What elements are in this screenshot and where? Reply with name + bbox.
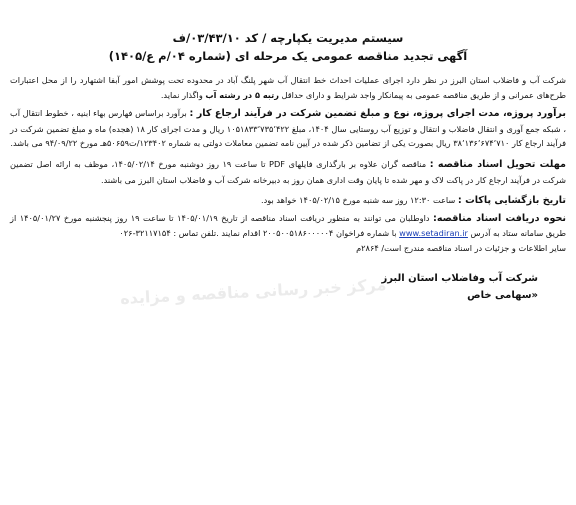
notice-title: آگهی تجدید مناقصه عمومی یک مرحله ای (شماره ۰۴/م ع/۱۴۰۵) (108, 49, 468, 63)
system-code-line: سیستم مدیریت یکپارچه / کد ۰۳/۴۳/۱۰/ف (172, 31, 404, 45)
opening-paragraph (4, 193, 572, 209)
estimate-text: برآورد براساس فهارس بهاء ابنیه ، خطوط انتقال آب ، شبکه جمع آوری و انتقال فاضلاب و انتقال و توزیع آب روستایی سال ۱۴۰۴، مبلغ ۱۰۵۱۸۳۳٬۷۳۵٬۴۲۲ ریال و مدت اجرای کار ۱۸ (هجده) ماه و مبلغ تضمین شرکت در فرآیند ارجاع کار ۳۸٬۱۳۶٬۶۷۴٬۷۱۰ ریال بصورت یکی از تضامین ذکر شده در آیین نامه تضمین معاملات دولتی به شماره ۱۲۳۴۰۲/ت۵۰۶۵۹هـ مورخ ۹۴/۰۹/۲۲ می باشد. (10, 108, 566, 149)
receive-heading: نحوه دریافت اسناد مناقصه: (433, 212, 566, 224)
estimate-heading: برآورد پروژه، مدت اجرای پروژه، نوع و مبلغ تضمین شرکت در فرآیند ارجاع کار : (189, 108, 567, 120)
company-name: شرکت آب وفاضلاب استان البرز (381, 272, 538, 284)
company-type: «سهامی خاص (467, 289, 538, 301)
receive-paragraph (4, 211, 572, 241)
watermark: مرکز خبر رسانی مناقصه و مزایده (119, 275, 387, 308)
opening-text: ساعت ۱۲:۳۰ روز سه شنبه مورخ ۱۴۰۵/۰۲/۱۵ خواهد بود. (261, 195, 456, 206)
deadline-heading: مهلت تحویل اسناد مناقصه : (429, 158, 566, 170)
intro-text-2: واگذار نماید. (160, 89, 203, 100)
other-info: سایر اطلاعات و جزئیات در اسناد مناقصه مندرج است/ ۲۸۶۴م (356, 242, 566, 253)
intro-text-1: شرکت آب و فاضلاب استان البرز در نظر دارد اجرای عملیات احداث خط انتقال آب شهر پلنگ آباد در محدوده تحت پوشش امور آبفا اشتهارد را از محل اعتبارات طرح‌های عمرانی و از طریق مناقصه عمومی به پیمانکار واجد شرایط و دارای حداقل (10, 75, 566, 100)
intro-paragraph (4, 73, 572, 102)
receive-text-2: با شماره فراخوان ۲۰۰۵۰۰۵۱۸۶۰۰۰۰۰۴ اقدام نمایند .تلفن تماس : ۳۲۱۱۷۱۵۴-۰۲۶ (119, 228, 397, 239)
receive-text-1: داوطلبان می توانند به منظور دریافت اسناد مناقصه از تاریخ ۱۴۰۵/۰۱/۱۹ تا ساعت ۱۹ روز پنجشنبه مورخ ۱۴۰۵/۰۱/۲۷ از طریق سامانه ستاد به آدرس (10, 212, 566, 239)
grade-requirement: رتبه ۵ در رشته آب (205, 89, 279, 100)
tender-notice (4, 3, 572, 501)
estimate-paragraph (4, 106, 572, 151)
deadline-text: مناقصه گران علاوه بر بارگذاری فایلهای PDF تا ساعت ۱۹ روز دوشنبه مورخ ۱۴۰۵/۰۲/۱۴، موظف به ارائه اصل تضمین شرکت در فرآیند ارجاع کار در پاکت لاک و مهر شده تا پایان وقت اداری همان روز به دبیرخانه شرکت آب و فاضلاب استان البرز می باشند. (10, 158, 566, 185)
setad-link[interactable]: www.setadiran.ir (399, 228, 468, 239)
opening-heading: تاریخ بازگشایی پاکات : (457, 195, 566, 207)
deadline-paragraph (4, 157, 572, 187)
